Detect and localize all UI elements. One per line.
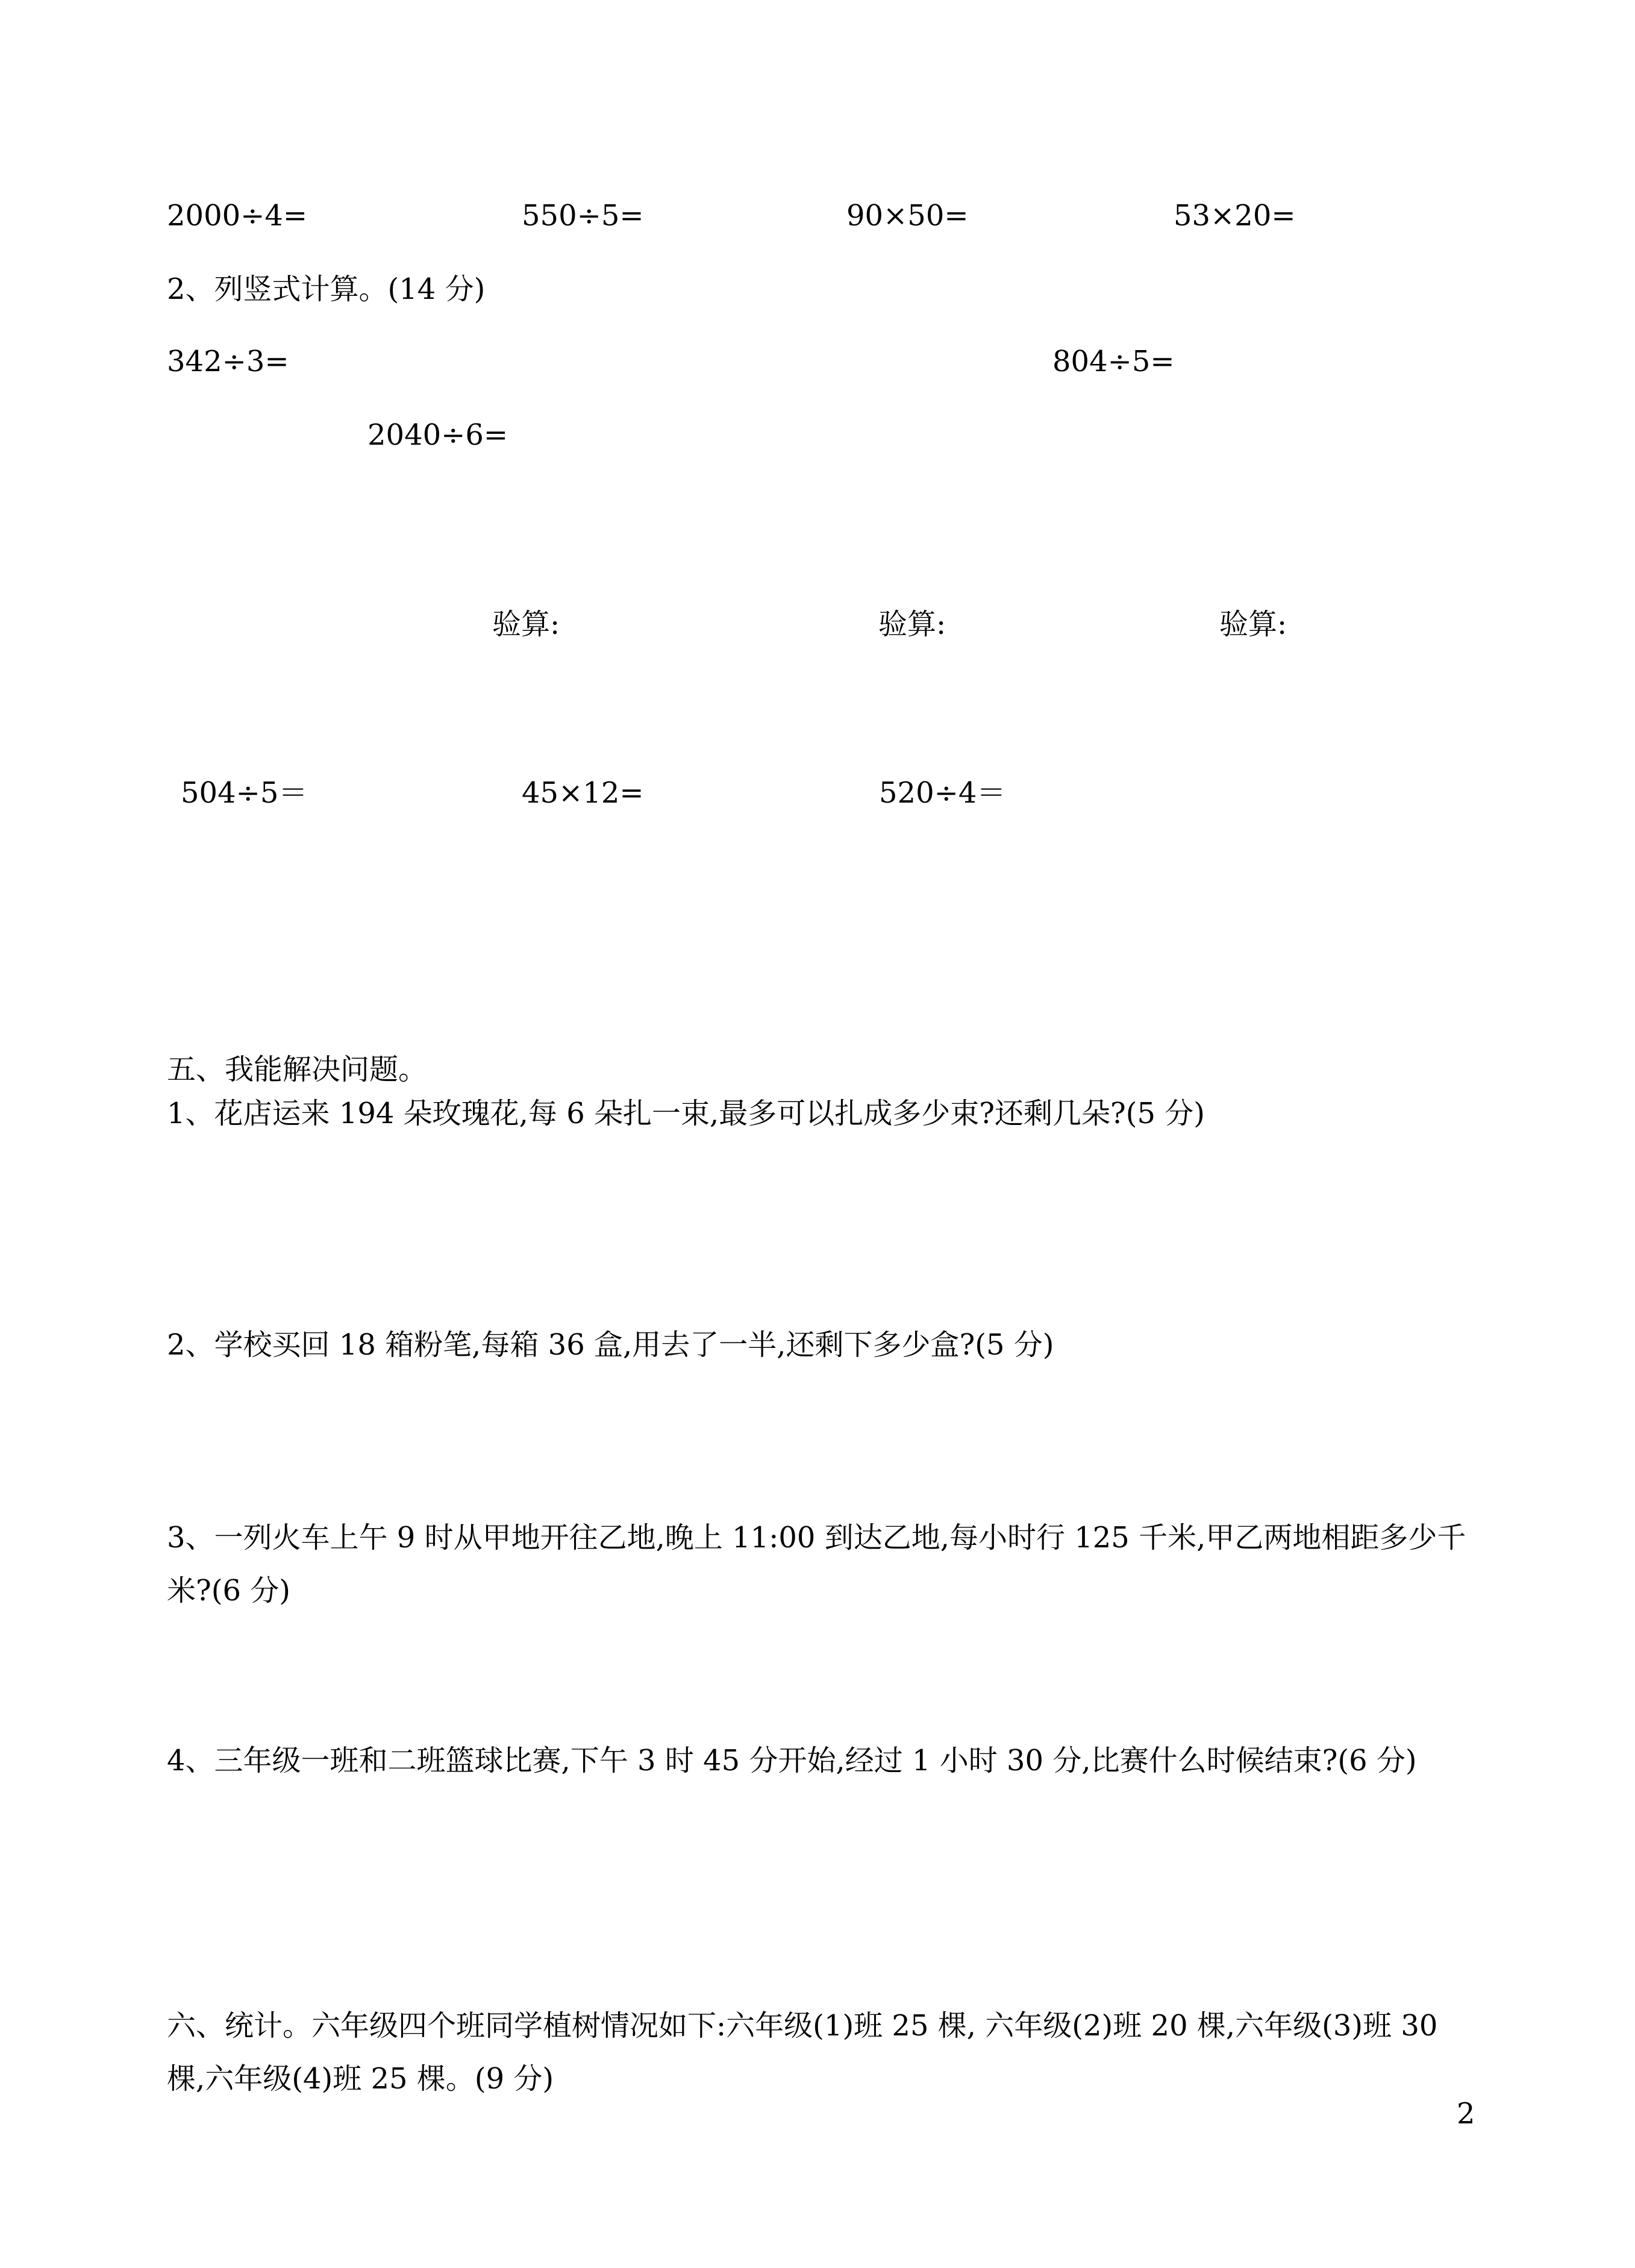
problem-3: 3、一列火车上午 9 时从甲地开往乙地,晚上 11:00 到达乙地,每小时行 125 千米,甲乙两地相距多少千米?(6 分): [167, 1521, 1466, 1608]
oral-calc-4: 53×20=: [1174, 199, 1296, 233]
section6-text: 六、统计。六年级四个班同学植树情况如下:六年级(1)班 25 棵, 六年级(2)班 20 棵,六年级(3)班 30 棵,六年级(4)班 25 棵。(9 分): [167, 2009, 1438, 2096]
check-label-3: 验算:: [1219, 607, 1287, 641]
page-number: 2: [1457, 2097, 1475, 2131]
vertical-calc-3: 2040÷6=: [367, 418, 508, 452]
problem-1: 1、花店运来 194 朵玫瑰花,每 6 朵扎一束,最多可以扎成多少束?还剩几朵?(5 分): [167, 1097, 1205, 1130]
vertical-calc-2: 804÷5=: [1052, 345, 1175, 378]
vertical-calc-4: 504÷5＝: [181, 776, 308, 810]
vertical-calc-5: 45×12=: [522, 776, 644, 810]
check-label-2: 验算:: [878, 607, 946, 641]
section5-title: 五、我能解决问题。: [167, 1053, 428, 1086]
oral-calc-3: 90×50=: [846, 199, 969, 233]
check-label-1: 验算:: [492, 607, 560, 641]
problem-2: 2、学校买回 18 箱粉笔,每箱 36 盒,用去了一半,还剩下多少盒?(5 分): [167, 1328, 1054, 1362]
vertical-calc-6: 520÷4＝: [879, 776, 1006, 810]
oral-calc-2: 550÷5=: [522, 199, 644, 233]
problem-4: 4、三年级一班和二班篮球比赛,下午 3 时 45 分开始,经过 1 小时 30 分,比赛什么时候结束?(6 分): [167, 1744, 1417, 1778]
vertical-calc-1: 342÷3=: [167, 345, 289, 378]
vertical-calc-heading: 2、列竖式计算。(14 分): [167, 272, 486, 306]
oral-calc-1: 2000÷4=: [167, 199, 308, 233]
